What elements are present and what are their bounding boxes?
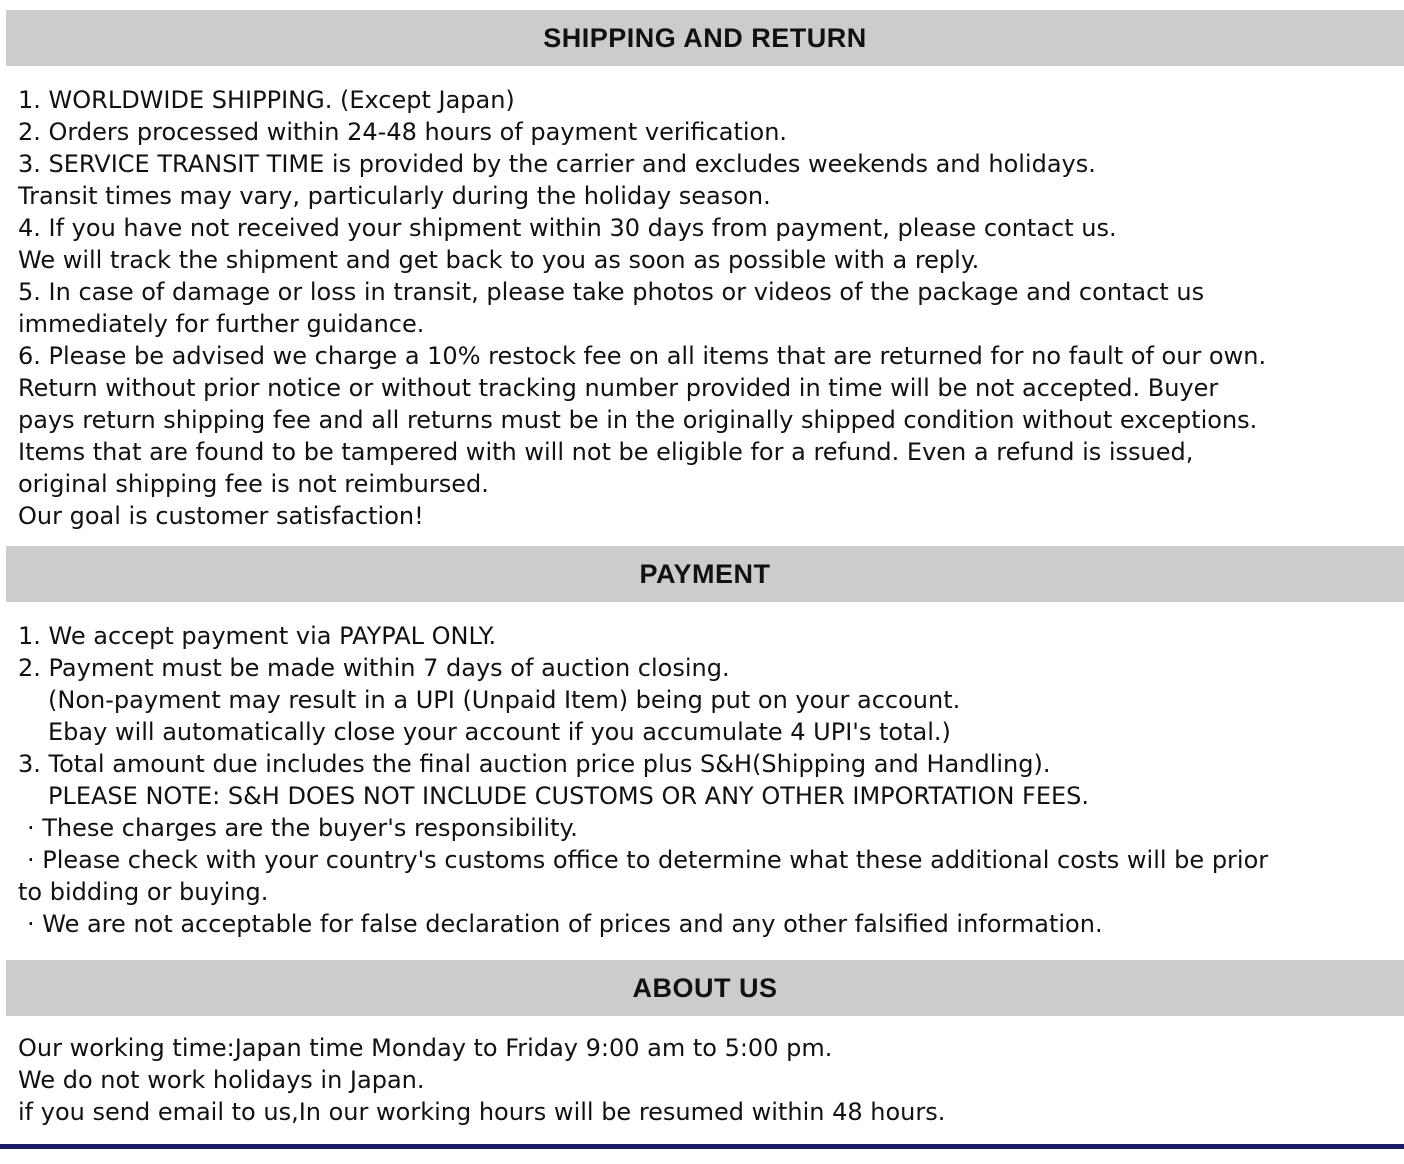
text-line: 5. In case of damage or loss in transit, please take photos or videos of the package and contact us [18, 278, 1205, 306]
section-header-about-us [6, 960, 1404, 1016]
text-line: (Non-payment may result in a UPI (Unpaid Item) being put on your account. [48, 686, 961, 714]
text-line: We do not work holidays in Japan. [18, 1066, 425, 1094]
text-line: immediately for further guidance. [18, 310, 425, 338]
text-line: Ebay will automatically close your account if you accumulate 4 UPI's total.) [48, 718, 951, 746]
text-line: 1. We accept payment via PAYPAL ONLY. [18, 622, 497, 650]
text-line: 1. WORLDWIDE SHIPPING. (Except Japan) [18, 86, 515, 114]
text-line: Our goal is customer satisfaction! [18, 502, 424, 530]
text-line: Return without prior notice or without tracking number provided in time will be not accepted. Buyer [18, 374, 1219, 402]
bottom-divider-rule [0, 1144, 1404, 1149]
text-line: 4. If you have not received your shipment within 30 days from payment, please contact us. [18, 214, 1117, 242]
text-line: · These charges are the buyer's responsibility. [27, 814, 578, 842]
section-header-shipping-return [6, 10, 1404, 66]
text-line: 3. SERVICE TRANSIT TIME is provided by the carrier and excludes weekends and holidays. [18, 150, 1096, 178]
section-title: SHIPPING AND RETURN [543, 22, 867, 53]
section-body-shipping-return [0, 84, 1404, 532]
text-line: We will track the shipment and get back to you as soon as possible with a reply. [18, 246, 980, 274]
text-line: to bidding or buying. [18, 878, 269, 906]
section-title: ABOUT US [632, 972, 778, 1003]
text-line: · We are not acceptable for false declaration of prices and any other falsified information. [27, 910, 1103, 938]
text-line: Transit times may vary, particularly during the holiday season. [18, 182, 771, 210]
text-line: · Please check with your country's customs office to determine what these additional costs will be prior [27, 846, 1269, 874]
text-line: 2. Payment must be made within 7 days of auction closing. [18, 654, 730, 682]
text-line: if you send email to us,In our working hours will be resumed within 48 hours. [18, 1098, 946, 1126]
section-title: PAYMENT [639, 558, 771, 589]
text-line: Our working time:Japan time Monday to Friday 9:00 am to 5:00 pm. [18, 1034, 833, 1062]
text-line: original shipping fee is not reimbursed. [18, 470, 489, 498]
section-header-payment [6, 546, 1404, 602]
text-line: 2. Orders processed within 24-48 hours of payment verification. [18, 118, 788, 146]
section-body-about-us [0, 1032, 1404, 1128]
text-line: Items that are found to be tampered with will not be eligible for a refund. Even a refund is issued, [18, 438, 1194, 466]
text-line: 3. Total amount due includes the final auction price plus S&H(Shipping and Handling). [18, 750, 1051, 778]
text-line: 6. Please be advised we charge a 10% restock fee on all items that are returned for no fault of our own. [18, 342, 1267, 370]
section-body-payment [0, 620, 1404, 940]
text-line: PLEASE NOTE: S&H DOES NOT INCLUDE CUSTOMS OR ANY OTHER IMPORTATION FEES. [48, 782, 1090, 810]
listing-description-page [0, 10, 1404, 1149]
text-line: pays return shipping fee and all returns must be in the originally shipped condition without exceptions. [18, 406, 1258, 434]
